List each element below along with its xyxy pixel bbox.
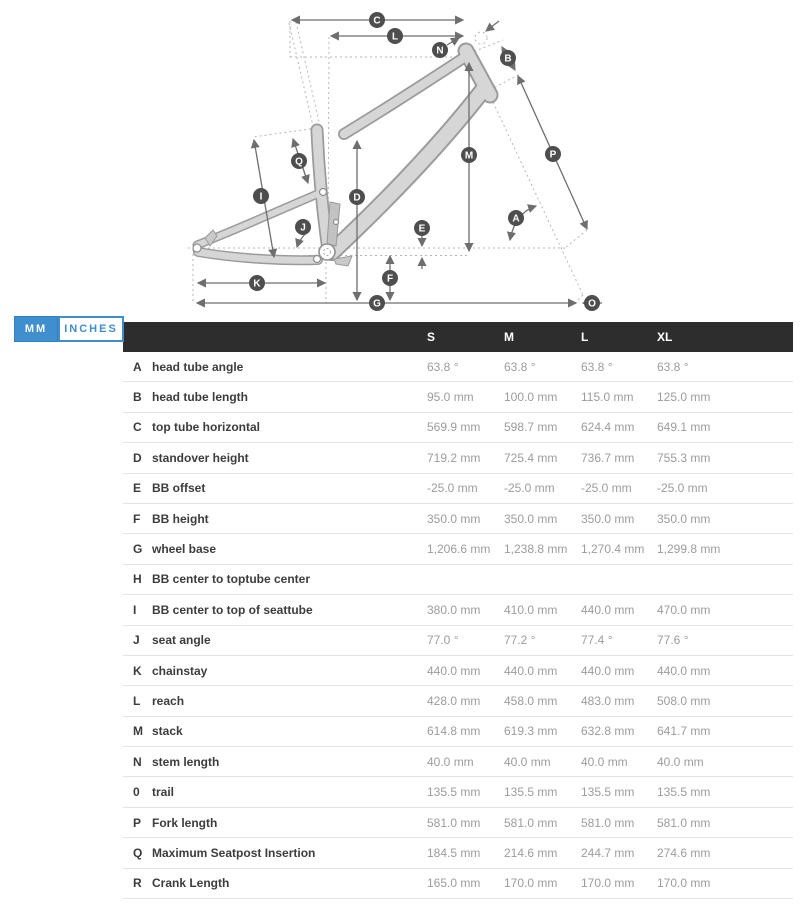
value-l: 63.8 ° <box>581 359 613 374</box>
badge-D <box>349 189 365 205</box>
value-s: 581.0 mm <box>427 815 481 830</box>
stem-circle <box>475 32 487 44</box>
value-xl: 508.0 mm <box>657 693 711 708</box>
geometry-table <box>123 322 793 899</box>
value-m: 214.6 mm <box>504 845 558 860</box>
value-s: 77.0 ° <box>427 633 459 648</box>
badge-B <box>500 50 516 66</box>
badge-A <box>508 210 524 226</box>
size-header-xl: XL <box>657 330 673 344</box>
table-row-E <box>123 474 793 504</box>
row-letter: B <box>133 390 142 405</box>
value-l: 40.0 mm <box>581 754 628 769</box>
row-label: wheel base <box>152 542 217 557</box>
value-l: 483.0 mm <box>581 693 635 708</box>
value-xl: 77.6 ° <box>657 633 689 648</box>
value-xl: 135.5 mm <box>657 785 711 800</box>
row-letter: M <box>133 724 143 739</box>
value-xl: 440.0 mm <box>657 663 711 678</box>
value-xl: -25.0 mm <box>657 481 708 496</box>
row-label: head tube angle <box>152 359 244 374</box>
row-letter: C <box>133 420 142 435</box>
value-l: 1,270.4 mm <box>581 542 645 557</box>
value-m: 440.0 mm <box>504 663 558 678</box>
svg-text:P: P <box>549 149 557 161</box>
value-s: 428.0 mm <box>427 693 481 708</box>
row-label: top tube horizontal <box>152 420 260 435</box>
value-xl: 470.0 mm <box>657 602 711 617</box>
value-xl: 40.0 mm <box>657 754 704 769</box>
mm-toggle-button[interactable]: MM <box>14 316 58 342</box>
row-letter: L <box>133 693 141 708</box>
value-s: 40.0 mm <box>427 754 474 769</box>
badge-L <box>387 28 403 44</box>
svg-text:I: I <box>259 191 263 203</box>
size-header-s: S <box>427 330 436 344</box>
svg-text:A: A <box>512 213 520 225</box>
row-letter: Q <box>133 845 143 860</box>
row-label: BB center to top of seattube <box>152 602 313 617</box>
row-label: head tube length <box>152 390 248 405</box>
value-s: 440.0 mm <box>427 663 481 678</box>
value-xl: 1,299.8 mm <box>657 542 721 557</box>
value-l: 440.0 mm <box>581 602 635 617</box>
badge-Q <box>291 153 307 169</box>
value-l: -25.0 mm <box>581 481 632 496</box>
badge-K <box>249 275 265 291</box>
value-xl: 755.3 mm <box>657 450 711 465</box>
unit-toggle <box>14 316 124 342</box>
value-s: 184.5 mm <box>427 845 481 860</box>
row-label: Crank Length <box>152 876 230 891</box>
row-label: stack <box>152 724 183 739</box>
row-letter: E <box>133 481 142 496</box>
value-xl: 274.6 mm <box>657 845 711 860</box>
stem-arrow <box>486 21 499 31</box>
value-xl: 63.8 ° <box>657 359 689 374</box>
down-tube <box>332 90 483 252</box>
value-s: 380.0 mm <box>427 602 481 617</box>
row-label: seat angle <box>152 633 211 648</box>
badge-O <box>584 295 600 311</box>
row-letter: 0 <box>133 785 140 800</box>
value-s: 719.2 mm <box>427 450 481 465</box>
table-row-P <box>123 808 793 838</box>
shock-bolt <box>334 220 339 225</box>
row-letter: K <box>133 663 142 678</box>
size-header-m: M <box>504 330 514 344</box>
row-letter: A <box>133 359 142 374</box>
value-s: 1,206.6 mm <box>427 542 491 557</box>
value-m: 77.2 ° <box>504 633 536 648</box>
table-row-H <box>123 565 793 595</box>
dim-N-arrow <box>447 38 459 45</box>
frame-geometry-diagram <box>0 0 800 315</box>
table-row-D <box>123 443 793 473</box>
value-m: 350.0 mm <box>504 511 558 526</box>
badge-M <box>461 147 477 163</box>
badge-N <box>432 42 448 58</box>
svg-text:O: O <box>588 298 596 310</box>
badge-F <box>382 270 398 286</box>
value-m: -25.0 mm <box>504 481 555 496</box>
svg-text:K: K <box>253 278 261 290</box>
value-m: 581.0 mm <box>504 815 558 830</box>
value-xl: 125.0 mm <box>657 390 711 405</box>
table-row-0 <box>123 777 793 807</box>
value-l: 632.8 mm <box>581 724 635 739</box>
svg-text:C: C <box>373 15 381 27</box>
bottom-bracket <box>319 244 335 260</box>
row-letter: P <box>133 815 142 830</box>
value-l: 440.0 mm <box>581 663 635 678</box>
value-m: 100.0 mm <box>504 390 558 405</box>
dim-J-arc <box>297 234 305 247</box>
table-row-Q <box>123 838 793 868</box>
size-header-l: L <box>581 330 589 344</box>
value-l: 244.7 mm <box>581 845 635 860</box>
svg-text:L: L <box>391 31 399 43</box>
value-l: 624.4 mm <box>581 420 635 435</box>
row-letter: I <box>133 602 137 617</box>
table-row-N <box>123 747 793 777</box>
value-xl: 581.0 mm <box>657 815 711 830</box>
value-s: 95.0 mm <box>427 390 474 405</box>
svg-text:E: E <box>418 223 426 235</box>
value-xl: 649.1 mm <box>657 420 711 435</box>
row-label: stem length <box>152 754 220 769</box>
value-m: 458.0 mm <box>504 693 558 708</box>
table-row-C <box>123 413 793 443</box>
row-label: BB center to toptube center <box>152 572 311 587</box>
table-row-K <box>123 656 793 686</box>
value-xl: 350.0 mm <box>657 511 711 526</box>
value-l: 581.0 mm <box>581 815 635 830</box>
value-m: 1,238.8 mm <box>504 542 568 557</box>
chainstay-pivot <box>314 256 321 263</box>
bike-frame <box>193 51 490 266</box>
value-m: 410.0 mm <box>504 602 558 617</box>
table-row-J <box>123 626 793 656</box>
value-s: 614.8 mm <box>427 724 481 739</box>
row-letter: J <box>133 633 140 648</box>
value-s: -25.0 mm <box>427 481 478 496</box>
row-label: chainstay <box>152 663 208 678</box>
svg-text:D: D <box>353 192 361 204</box>
value-m: 598.7 mm <box>504 420 558 435</box>
table-row-F <box>123 504 793 534</box>
value-l: 736.7 mm <box>581 450 635 465</box>
table-row-G <box>123 534 793 564</box>
badge-G <box>369 295 385 311</box>
value-m: 135.5 mm <box>504 785 558 800</box>
row-label: reach <box>152 693 185 708</box>
value-s: 350.0 mm <box>427 511 481 526</box>
table-row-B <box>123 382 793 412</box>
table-row-I <box>123 595 793 625</box>
row-letter: H <box>133 572 142 587</box>
value-l: 115.0 mm <box>581 390 634 405</box>
value-m: 619.3 mm <box>504 724 558 739</box>
value-l: 170.0 mm <box>581 876 635 891</box>
geometry-table-body <box>123 352 793 899</box>
row-letter: R <box>133 876 142 891</box>
svg-text:B: B <box>504 53 512 65</box>
value-s: 135.5 mm <box>427 785 481 800</box>
row-label: trail <box>152 785 175 800</box>
badge-C <box>369 12 385 28</box>
rear-axle <box>193 244 201 252</box>
svg-text:Q: Q <box>295 156 303 168</box>
value-s: 569.9 mm <box>427 420 481 435</box>
geometry-table-header <box>123 322 793 352</box>
table-row-A <box>123 352 793 382</box>
table-row-R <box>123 869 793 899</box>
badge-E <box>414 220 430 236</box>
value-s: 63.8 ° <box>427 359 459 374</box>
row-letter: D <box>133 450 142 465</box>
rocker-pivot <box>320 189 327 196</box>
geometry-diagram-svg <box>0 0 800 315</box>
value-m: 170.0 mm <box>504 876 558 891</box>
value-m: 725.4 mm <box>504 450 558 465</box>
svg-text:M: M <box>464 150 474 162</box>
inches-toggle-button[interactable]: INCHES <box>58 316 124 342</box>
row-label: BB offset <box>152 481 206 496</box>
value-l: 77.4 ° <box>581 633 613 648</box>
value-l: 135.5 mm <box>581 785 635 800</box>
value-l: 350.0 mm <box>581 511 635 526</box>
row-letter: G <box>133 542 143 557</box>
value-xl: 641.7 mm <box>657 724 711 739</box>
value-m: 40.0 mm <box>504 754 551 769</box>
table-row-L <box>123 686 793 716</box>
badge-J <box>295 219 311 235</box>
row-label: standover height <box>152 450 249 465</box>
row-letter: F <box>133 511 141 526</box>
table-row-M <box>123 717 793 747</box>
row-label: BB height <box>152 511 209 526</box>
row-label: Fork length <box>152 815 218 830</box>
badge-P <box>545 146 561 162</box>
svg-text:J: J <box>300 222 306 234</box>
value-m: 63.8 ° <box>504 359 536 374</box>
row-label: Maximum Seatpost Insertion <box>152 845 316 860</box>
badge-I <box>253 188 269 204</box>
svg-text:N: N <box>436 45 444 57</box>
row-letter: N <box>133 754 142 769</box>
svg-text:F: F <box>386 273 394 285</box>
svg-text:G: G <box>373 298 381 310</box>
value-s: 165.0 mm <box>427 876 481 891</box>
value-xl: 170.0 mm <box>657 876 711 891</box>
